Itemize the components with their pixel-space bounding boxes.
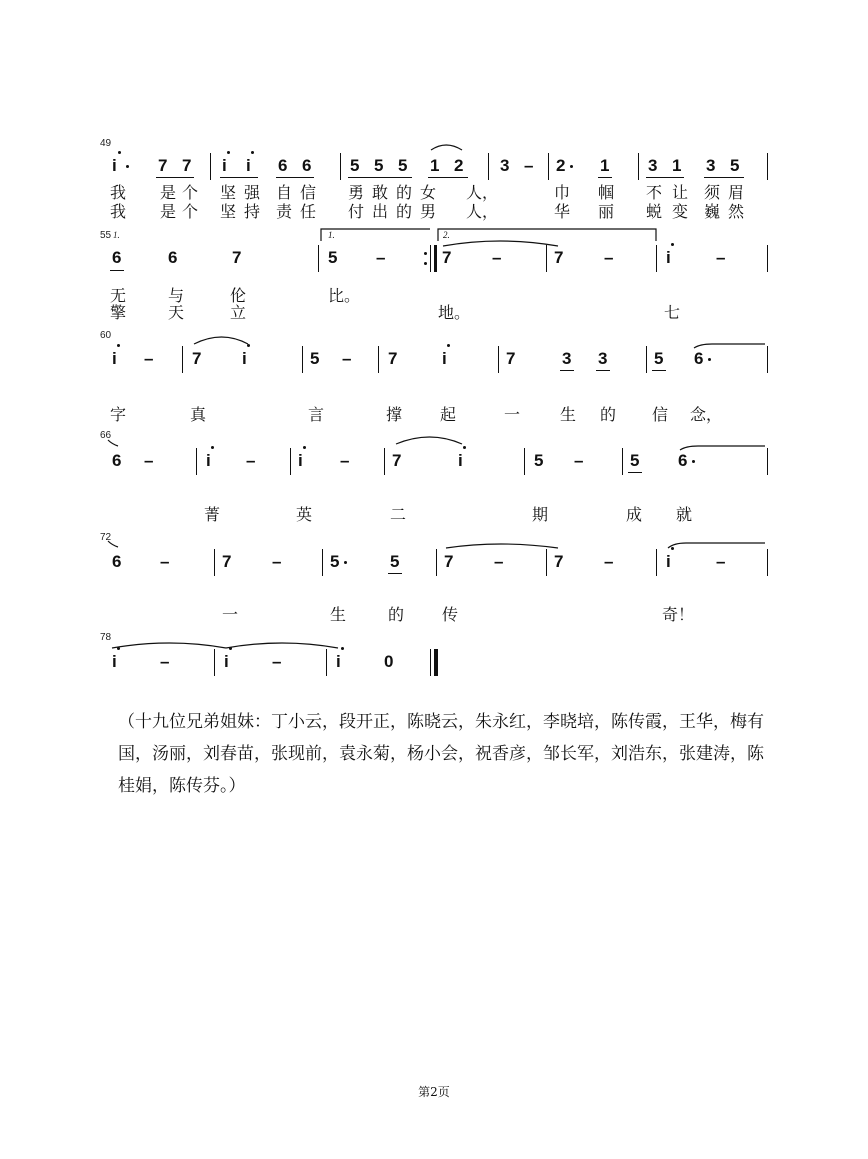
- note: 7: [222, 552, 232, 571]
- note: 1: [672, 156, 682, 175]
- note: i: [666, 552, 671, 571]
- note: 6: [112, 552, 122, 571]
- measure-number: 72: [100, 532, 112, 543]
- note: 7: [158, 156, 168, 175]
- note: 5: [350, 156, 360, 175]
- note: 5: [630, 451, 640, 470]
- note: 6: [168, 248, 178, 267]
- note: 6: [678, 451, 688, 470]
- note: 0: [384, 652, 394, 671]
- note: i: [298, 451, 303, 470]
- note: i: [222, 156, 227, 175]
- note: 5: [534, 451, 544, 470]
- score-page: 49 i 7 7 i i 6 6 5 5 5 1 2 3 – 2 1 3 1 3 5 我 是 个 坚 强 自 信 勇 敢 的 女 人， 巾 帼 不 让 须 眉 我 是 个 坚 持 责 任 付 出 的 男 人， 华 丽 蜕 变 巍 然 55 1. 6 6 7 5 – 7 – 7 – i – 1. 2. 无 与 伦 比。 擎 天 立 地。 七 60 i – 7 i 5 – 7 i 7 3 3 5 6 字 真 言 撑 起 一 生 的 信 念， 66 6 – i – i – 7 i 5 – 5 6 菁 英 二 期 成 就 72 6 – 7 – 5 5 7 – 7 – i – 一 生 的 传 奇！ 78 i – i – i 0 （十九位兄弟姐妹：丁小云，段开正，陈晓云，朱永红，李晓培，陈传霞，王华，梅有国，汤丽，刘春苗，张现前，袁永菊，杨小会，祝香彦，邹长军，刘浩东，张建涛，陈桂娟，陈传芬。） 第2页: [0, 0, 868, 1159]
- note: 7: [192, 349, 202, 368]
- note: 2: [454, 156, 464, 175]
- volta-2-label: 2.: [443, 230, 450, 240]
- volta-marker: 1.: [113, 230, 120, 240]
- note: 6: [278, 156, 288, 175]
- measure-number: 55: [100, 230, 112, 241]
- note: i: [112, 156, 117, 175]
- note: 7: [232, 248, 242, 267]
- measure-number: 49: [100, 138, 112, 149]
- note: 5: [390, 552, 400, 571]
- note: i: [242, 349, 247, 368]
- note: 3: [500, 156, 510, 175]
- measure-number: 78: [100, 632, 112, 643]
- note: –: [342, 349, 352, 368]
- note: 7: [554, 552, 564, 571]
- note: 7: [444, 552, 454, 571]
- note: 7: [182, 156, 192, 175]
- measure-number: 66: [100, 430, 112, 441]
- note: 5: [330, 552, 340, 571]
- note: 6: [694, 349, 704, 368]
- note: 6: [112, 451, 122, 470]
- note: 3: [562, 349, 572, 368]
- note: 5: [730, 156, 740, 175]
- note: –: [272, 552, 282, 571]
- note: –: [160, 552, 170, 571]
- note: –: [716, 248, 726, 267]
- note: –: [340, 451, 350, 470]
- note: –: [716, 552, 726, 571]
- note: –: [604, 552, 614, 571]
- note: i: [224, 652, 229, 671]
- note: 5: [374, 156, 384, 175]
- note: –: [574, 451, 584, 470]
- note: 6: [112, 248, 122, 267]
- note: 7: [506, 349, 516, 368]
- note: 5: [310, 349, 320, 368]
- note: i: [112, 349, 117, 368]
- note: –: [494, 552, 504, 571]
- note: 7: [388, 349, 398, 368]
- note: 7: [392, 451, 402, 470]
- note: 2: [556, 156, 566, 175]
- note: 1: [430, 156, 440, 175]
- note: –: [144, 451, 154, 470]
- volta-1-label: 1.: [328, 230, 335, 240]
- note: 5: [328, 248, 338, 267]
- note: i: [666, 248, 671, 267]
- note: –: [144, 349, 154, 368]
- note: –: [604, 248, 614, 267]
- note: i: [336, 652, 341, 671]
- member-names-paragraph: （十九位兄弟姐妹：丁小云，段开正，陈晓云，朱永红，李晓培，陈传霞，王华，梅有国，汤丽，刘春苗，张现前，袁永菊，杨小会，祝香彦，邹长军，刘浩东，张建涛，陈桂娟，陈传芬。）: [118, 712, 764, 796]
- note: –: [492, 248, 502, 267]
- note: –: [376, 248, 386, 267]
- note: –: [272, 652, 282, 671]
- note: 7: [442, 248, 452, 267]
- measure-number: 60: [100, 330, 112, 341]
- page-footer: 第2页: [418, 1085, 450, 1099]
- note: i: [458, 451, 463, 470]
- note: 5: [654, 349, 664, 368]
- note: i: [246, 156, 251, 175]
- note: 7: [554, 248, 564, 267]
- note: 3: [598, 349, 608, 368]
- note: 6: [302, 156, 312, 175]
- note: –: [524, 156, 534, 175]
- note: i: [206, 451, 211, 470]
- note: 1: [600, 156, 610, 175]
- note: –: [160, 652, 170, 671]
- note: i: [112, 652, 117, 671]
- note: 5: [398, 156, 408, 175]
- note: –: [246, 451, 256, 470]
- note: i: [442, 349, 447, 368]
- note: 3: [648, 156, 658, 175]
- note: 3: [706, 156, 716, 175]
